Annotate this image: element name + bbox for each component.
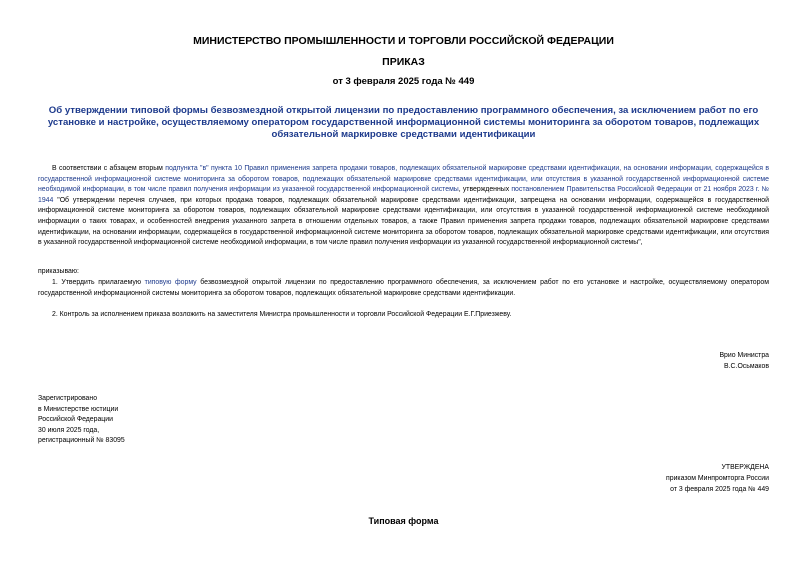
- preamble-part3: "Об утверждении перечня случаев, при которых продажа товаров, подлежащих обязательной маркировке средствами идентификации, запрещена на основании информации, содержащейся в государственной информационной системе мониторинга за оборотом товаров, подлежащих обязательной маркировке средствами идентификации, или отсутствия в указанной государственной информационной системе необходимой информации о таких товарах, и особенностей внедрения указанного запрета в отношении отдельных товаров, а также Правил применения запрета продажи товаров, подлежащих обязательной маркировке средствами идентификации, на основании информации, содержащейся в государственной информационной системе мониторинга за оборотом товаров, подлежащих обязательной маркировке средствами идентификации, или отсутствия в указанной государственной информационной системе необходимой информации, в том числе правил получения информации из указанной государственной информационной системы",: [38, 196, 769, 247]
- approval-line: приказом Минпромторга России: [666, 475, 769, 482]
- registration-line: регистрационный № 83095: [38, 437, 125, 445]
- registration-line: 30 июля 2025 года,: [38, 426, 100, 434]
- order-label: приказываю:: [38, 268, 79, 275]
- document-title: [38, 105, 769, 141]
- order-item-1: [38, 278, 769, 299]
- document-date-number: от 3 февраля 2025 года № 449: [332, 76, 475, 87]
- registration-line: Российской Федерации: [38, 416, 113, 424]
- registration-line: Зарегистрировано: [38, 395, 98, 402]
- preamble-link-rules[interactable]: подпункта "в" пункта 10 Правил применения запрета продажи товаров, подлежащих обязательной маркировке средствами идентификации, на основании информации, содержащейся в государственной информационной системе мониторинга за оборотом товаров, подлежащих обязательной маркировке средствами идентификации, или отсутствия в указанной государственной информационной системе необходимой информации, в том числе правил получения информации из указанной государственной информационной системы: [38, 165, 770, 194]
- registration-block: [38, 394, 125, 447]
- preamble-paragraph: [38, 164, 769, 249]
- document-type: ПРИКАЗ: [382, 56, 425, 68]
- signature-block: [719, 351, 769, 372]
- form-title: Типовая форма: [368, 516, 439, 526]
- order-item-1-link[interactable]: типовую форму: [144, 279, 197, 286]
- ministry-name: МИНИСТЕРСТВО ПРОМЫШЛЕННОСТИ И ТОРГОВЛИ РОССИЙСКОЙ ФЕДЕРАЦИИ: [193, 35, 614, 47]
- signature-position: Врио Министра: [719, 352, 769, 359]
- preamble-link-resolution[interactable]: постановлением Правительства Российской Федерации от 21 ноября 2023 г. № 1944: [38, 186, 769, 204]
- registration-line: в Министерстве юстиции: [38, 405, 119, 413]
- signature-name: В.С.Осьмаков: [724, 362, 769, 370]
- title-link-typical-form[interactable]: типовой формы: [130, 105, 208, 116]
- order-item-1-rest: безвозмездной открытой лицензии по предоставлению программного обеспечения, за исключением работ по его установке и настройке, осуществляемому оператором государственной информационной системы мониторинга за оборотом товаров, подлежащих обязательной маркировке средствами идентификации.: [38, 279, 770, 297]
- order-item-2: 2. Контроль за исполнением приказа возложить на заместителя Министра промышленности и торговли Российской Федерации Е.Г.Приезжеву.: [52, 311, 512, 318]
- preamble-part2: , утвержденных: [458, 186, 512, 194]
- approval-line: от 3 февраля 2025 года № 449: [670, 486, 769, 493]
- approval-block: [666, 462, 769, 495]
- title-rest: безвозмездной открытой лицензии по предоставлению программного обеспечения, за исключением работ по его установке и настройке, осуществляемому оператором государственной информационной системы мониторинга за оборотом товаров, подлежащих обязательной маркировке средствами идентификации: [47, 105, 760, 140]
- preamble-part1: В соответствии с абзацем вторым: [52, 165, 166, 172]
- approval-line: УТВЕРЖДЕНА: [721, 464, 769, 471]
- order-item-1-prefix: 1. Утвердить прилагаемую: [52, 279, 145, 286]
- title-prefix: Об утверждении: [48, 105, 131, 116]
